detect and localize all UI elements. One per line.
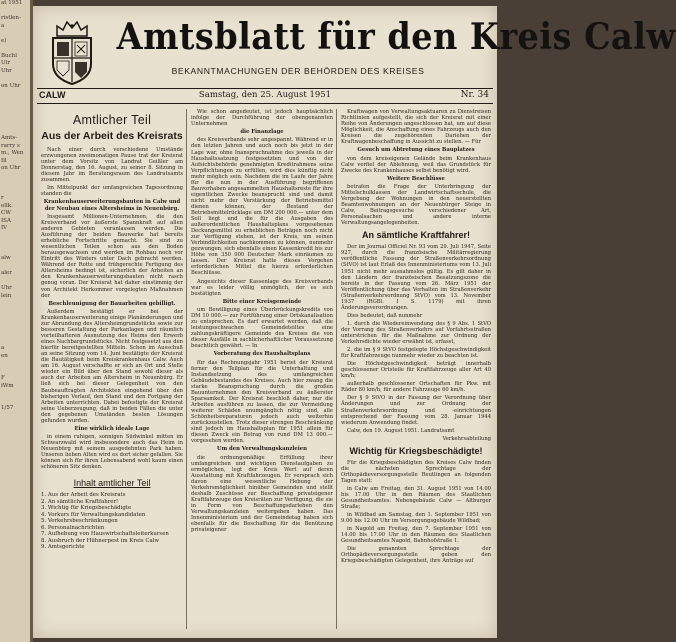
article-paragraph: außerhalb geschlossener Ortschaften für Pkw. mit Räder 80 km/h, für andere Fahrzeuge 60 km/h. [341, 381, 491, 394]
article-paragraph: Der im Journal Officiel Nr. 93 vom 29. Juli 1947, Seite 927, durch die französische Militärregierung veröffentliche Fassung der Straßenverkehrsordnung (StVO) ist laut Erlaß des Innenministeriums vom 13. Juli 1951 nicht mehr ausnahmslos gültig. Es gilt daher in den Ländern der französischen Besatzungszone die bereits in der Fassung vom 26. März 1951 der Veröffentlichung über das Verhalten im Straßenverkehr (Straßenverkehrsordnung StVO) vom 13. November 1937 (RGBl. I S. 1179) mit ihren Änderungsverordnungen. [341, 244, 491, 311]
edge-text-line [0, 188, 30, 196]
toc-list [41, 492, 183, 551]
article-paragraph: betrafen die Frage der Unterbringung der Mittelschulklassen der Landwirtschaftsschule, die Vergebung der Wohnungen in den neuerstellten Beamtenwohnungen an der Neuenbürger Steige in Calw, Beitragsgesuche verschiedener Art, Personalsachen und andere interne Verwaltungsangelegenheiten. [341, 184, 491, 227]
edge-text-line: lein [1, 292, 12, 299]
dateline-bar [37, 88, 493, 104]
edge-text-line [0, 360, 30, 368]
edge-text-line [0, 113, 30, 121]
edge-text-line [0, 180, 30, 188]
article-paragraph: in Nagold am Freitag, den 7. September 1951 von 14.00 bis 17.00 Uhr in den Räumen des Staatlichen Gesundheitsamtes Nagold, Bahnhofstraße 1. [341, 526, 491, 545]
article-paragraph: Der § 9 StVO in der Fassung der Verordnung über Änderungen und zur Ordnung der Straßenverkehrsordnung und -einrichtungen entsprechend der Fassung vom 28. Januar 1944 wiederum Anwendung findet. [341, 395, 491, 426]
bound-volume-edge [0, 0, 33, 642]
edge-text-line: CW [1, 210, 11, 216]
article-subheading: Um den Verwaltungskanzleien [216, 446, 308, 453]
edge-text-line: ISA [1, 217, 11, 224]
edge-text-line [0, 398, 30, 406]
edge-text-line [0, 248, 30, 256]
toc-item: 8. Ausbruch der Hühnerpest im Kreis Calw [41, 537, 160, 544]
column-divider [186, 109, 187, 629]
article-signature: Calw, den 19. August 1951. Landratsamt [347, 427, 455, 434]
edge-text-line [0, 45, 30, 53]
issue-number: Nr. 34 [460, 90, 489, 100]
edge-text-line: aler [1, 270, 12, 276]
article-heading-kraftfahrer: An sämtliche Kraftfahrer! [361, 230, 471, 241]
edge-text-line [0, 233, 30, 241]
edge-text-line: IV [1, 225, 8, 231]
edge-text-line: en [1, 352, 8, 359]
toc-item: 1. Aus der Arbeit des Kreisrats [41, 492, 126, 499]
toc-item: 2. An sämtliche Kraftfahrer! [41, 498, 119, 505]
article-paragraph: Dies bedeutet, daß nunmehr [347, 312, 423, 319]
edge-text-line [0, 315, 30, 323]
article-signature: Verkehrsabteilung [442, 435, 491, 442]
edge-text-line [0, 338, 30, 346]
section-heading-amtlicher-teil: Amtlicher Teil [72, 113, 152, 127]
edge-text-line: 1/57 [1, 405, 14, 411]
edge-text-line [0, 263, 30, 271]
toc-item: 7. Aufhebung von Hauswirtschaftsleiterkursen [41, 531, 169, 538]
article-paragraph: Im Mittelpunkt der umfangreichen Tagesordnung standen die [41, 185, 183, 198]
article-paragraph: Für die Kriegsbeschädigten des Kreises Calw finden die nächsten Sprechtage der Orthopädieversorgungsstelle Reutlingen an folgenden Tagen statt: [341, 459, 491, 484]
masthead [33, 6, 676, 116]
edge-text-line: at 1951 [1, 0, 23, 6]
article-subheading: Vorberatung des Haushaltsplans [213, 351, 311, 358]
edge-text-line [0, 300, 30, 308]
article-subheading: Bitte einer Kreisgemeinde [222, 298, 302, 305]
edge-text-line: iWm [1, 382, 14, 389]
edge-text-line [0, 173, 30, 181]
article-heading-kreisrat: Aus der Arbeit des Kreisrats [41, 130, 183, 142]
edge-text-line: e) [1, 37, 7, 44]
article-paragraph: 1. durch die Wiedereinwendung des § 9 Abs. 1 StVO der Vorrang des Straßenverkehrs auf Vorfahrtsstraßen unterstrichen für die Maßnahme zur Ordnung der Verkehrsdichte wieder erwähnt ist, erfasst, [341, 320, 491, 346]
edge-text-line: ristlen- [1, 15, 21, 21]
edge-text-line [0, 30, 30, 38]
column-left [41, 109, 183, 636]
coat-of-arms-icon [47, 18, 97, 86]
edge-text-line [0, 128, 30, 136]
toc-item: 5. Verkehrsbeschränkungen [41, 518, 118, 525]
column-right [341, 109, 491, 636]
edge-text-line: m., Wen [1, 150, 24, 156]
article-paragraph: Kraftwagen von Verwaltungsaktuaren zu Dienstreisen Richtlinien aufgestellt, die sich der Kreisrat mit einer Reihe von Änderungen angeschlossen hat, um auf diese Möglichkeit, die Anschaffung eines Fahrzeugs auch den Kreisen die zugehörenden Dariehen der Kraftwagenbeschaffung in Aussicht zu stellen. — Für [341, 109, 491, 146]
edge-text-line: alw [1, 255, 11, 261]
edge-text-line: Ill [1, 157, 7, 164]
edge-text-line [0, 98, 30, 106]
article-subheading: Krankenhauserweiterungsbauten in Calw und der Neubau eines Altersheims in Neuenbürg. [43, 199, 181, 212]
edge-text-line: F [1, 375, 5, 381]
article-paragraph: die ordnungsmäßige Erfüllung ihrer umfangreichen und wichtigen Dienstaufgaben zu ermöglichen, legt der Kreis Wert auf deren Ausstattung mit Kraftfahrzeugen. Er versprach sich davon eine wesentliche Hebung der Verkehrsmöglichkeit hinüber Gemeinden und stellt deshalb Zuschüsse zur Beschaffung privateigener Kraftfahrzeuge den Kreisräten zur Verfügung, die sie in Form von Beschaffungsdarlehen den Verwaltungskanzleien weitergeben haben. Das Innenministerium und der Gemeindetag haben sich ebenfalls für die Beschaffung für die Benützung privateigener [191, 454, 333, 534]
edge-text-line: Buchl [1, 52, 17, 59]
edge-text-line [0, 330, 30, 338]
article-paragraph: Die genannten Sprechtage der Orthopädieversorgungsstelle geben den Kriegsbeschädigten Gelegenheit, ihre Anträge auf [341, 546, 491, 565]
article-paragraph: in einem ruhigen, sonnigen Südwinkel mitten im Schwarzwald wird insbesondere auch das Heim in Neuenbürg mit seinem ausgedehnten Park haben. Unseren lieben Alten wird es dort sicher gefallen. Sie können sich für ihren Lebensabend wohl kaum einen schöneren Sitz denken. [41, 434, 183, 471]
edge-text-line [0, 308, 30, 316]
edge-text-line [0, 240, 30, 248]
edge-text-line [0, 120, 30, 128]
edge-text-line: Uhr [1, 67, 12, 74]
edge-text-line: Ulr [1, 60, 11, 66]
edge-text-line: a [1, 345, 5, 351]
article-heading-kriegsbeschaedigte: Wichtig für Kriegsbeschädigte! [349, 445, 483, 456]
article-paragraph: Wie schon angedeutet, ist jedoch hauptsächlich infolge der Durchführung der obengenannten Unternehmen [191, 109, 333, 128]
edge-text-line: a [1, 22, 5, 29]
toc-title: Inhalt amtlicher Teil [73, 478, 151, 489]
article-paragraph: Außerdem bestätigt er bei der Krankenhauserweiterung einige Planänderungen und zur Abrundung des Altersheimgrundstücks sowie zur besseren Gestaltung der Parkanlagen und räumlich vorteilhafteren Ausnutzung des Heims den Erwerb eines Nachbargrundstücks. Nicht festgesetzt aus den hierfür bereitgestellten Mitteln. Schon im Ausschuß an seine Sitzung vom 14. Juni bestätigte der Kreisrat die Bautätigkeit beim Kreiskrankenhaus Calw. Auch am 16. August verschaffte er sich an Ort und Stelle wieder ein Bild über den Stand sowohl dieser als auch der Arbeiten am Altersheim in Neuenbürg. Er ließ sich bei dieser Gelegenheit von den Baubeauftragten Architekten eingehend über den bisherigen Verlauf, den Stand und den Fortgang der Arbeiten unterrichten. Dabei befestigte der Kreisrat seine Ueberzeugung, daß in beiden Fällen die unter den gegebenen Umständen besten Lösungen gefunden wurden. [41, 308, 183, 424]
article-paragraph: Nach einer durch verschiedene Umstände erzwungenen zweimonatigen Pause trat der Kreisrat unter dem Vorsitz von Landrat Geißler am Donnerstag, den 16. August, zu seiner 8. Sitzung in diesem Jahr im Beratungsraum des Landratsamts zusammen. [41, 147, 183, 184]
edge-text-line [0, 8, 30, 16]
column-divider [336, 109, 337, 629]
edge-text-line [0, 368, 30, 376]
article-paragraph: Angesichts dieser Kassenlage des Kreisverbands war es leider völlig unmöglich, der es sich bestätigten [191, 278, 333, 297]
article-paragraph: Die Höchstgeschwindigkeit beträgt innerhalb geschlossener Ortsteile für Kraftfahrzeuge aller Art 40 km/h; [341, 361, 491, 380]
dateline-date: Samstag, den 25. August 1951 [198, 90, 332, 100]
newspaper-title: Amtsblatt für den Kreis Calw [116, 16, 676, 58]
edge-text-line [0, 105, 30, 113]
toc-item: 9. Amtsgerichte [41, 544, 85, 551]
dateline-city: CALW [39, 90, 66, 100]
article-subheading: Eine wirklich ideale Lage [74, 425, 150, 432]
edge-text-line: rarry s [1, 142, 20, 149]
newspaper-page [33, 6, 676, 638]
edge-text-line [0, 323, 30, 331]
article-subheading: die Finanzlage [240, 129, 284, 136]
table-of-contents [41, 478, 183, 551]
article-paragraph: von dem kreiseigenen Gelände beim Krankenhaus Calw verfiel der Ablehnung, weil das Grundstück für Zwecke des Krankenhauses selbst benötigt wird. [341, 155, 491, 174]
article-subheading: Weitere Beschlüsse [387, 175, 445, 182]
edge-text-line: Amts- [1, 135, 18, 141]
edge-text-line: ellk. [1, 202, 13, 209]
edge-text-line [0, 90, 30, 98]
toc-item: 3. Wichtig für Kriegsbeschädigte [41, 505, 132, 512]
edge-text-line: r [1, 195, 4, 201]
column-middle [191, 109, 333, 636]
edge-text-line [0, 278, 30, 286]
edge-text-line [0, 75, 30, 83]
toc-item: 4. Vorkurs für Verwaltungskandidaten [41, 511, 146, 518]
edge-text-line: on Uhr [1, 165, 21, 171]
article-paragraph: in Wildbad am Samstag, den 1. September 1951 von 9.00 bis 12.00 Uhr im Versorgungsgebäude Wildbad; [341, 512, 491, 525]
article-subheading: Beschleunigung der Bauarbeiten gebilligt. [48, 300, 176, 307]
edge-text-line: Uhr [1, 285, 12, 291]
edge-text-line [0, 390, 30, 398]
article-paragraph: für das Rechnungsjahr 1951 beriet der Kreisrat ferner den Teilplan für die Unterhaltung und Instandsetzung des umfangreichen Gebäudebestandes des Kreises. Auch hier zwang die starke Beanspruchung durch die großen Bauunternehmen den Kreisverband zu äußerster Sparsamkeit. Der Kreisrat beschloß daher, nur die Arbeiten ausführen zu lassen, die zur Vermeidung weiterer Schäden unumgänglich nötig sind, alle Schönheitsreparaturen jedoch auch weiterhin zurückzustellen. Trotz dieser strengen Beschränkung sind jedoch im Haushaltsplan für 1951 allein für diesen Zweck ein Betrag von rund DM 13 000.— vorgesehen werden. [191, 359, 333, 445]
toc-item: 6. Personalnachrichten [41, 524, 105, 531]
article-paragraph: 2. die im § 9 StVO festgelegte Höchstgeschwindigkeit für Kraftfahrzeuge nunmehr wieder zu beachten ist. [341, 347, 491, 360]
article-subheading: Gesuch um Abtretung eines Bauplatzes [357, 147, 475, 154]
edge-text-line: on Uhr [1, 82, 21, 89]
article-paragraph: des Kreisverbands sehr angespannt. Während er in den letzten Jahren und auch noch bis jetzt in der Lage war, ohne Inanspruchnahme des jeweils in der Haushaltssatzung festgesetzten und von der Aufsichtsbehörde genehmigten Kreditrahmens seine Verpflichtungen zu erfüllen, wird dies künftig nicht mehr möglich sein. Nachdem die im Laufe der Jahre für die nun in der Ausführung begriffenen Bauvorhaben angesammelten Haushaltsreste für ihre eigentlichen Zwecke beansprucht sind und damit nicht mehr der Verstärkung der Betriebsmittel dienen können, der Bestand der Betriebsmittelrücklage um DM 200 000.— unter dem Soll liegt und die für die Ausgaben des außerordentlichen Haushaltsplans vorgesehenen Deckungsmittel zu erheblichen Beträgen noch nicht zur Verfügung stehen, ist der Kreis, um seinen Verbindlichkeiten nachkommen zu können, nunmehr gezwungen, sich ebenfalls einen Kassenkredit bis zur Höhe von 350 000 Deutscher Mark einräumen zu lassen. Der Kreisrat hatte dieses Vorgehen erforderlichen Mittel die hierzu erforderlichen Beschlüsse. [191, 137, 333, 277]
article-paragraph: in Calw am Freitag, den 31. August 1951 von 14.00 bis 17.00 Uhr in den Räumen des Staatlichen Gesundheitsamtes. Nebengebäude Calw — Altburger Straße; [341, 485, 491, 511]
article-paragraph: um Bewilligung eines Überbrückungskredits von DM 10 000.— zur Fortführung einer Ortskanalisation zu entsprechen. Es darf erwartet werden, daß die leistungsschwachen Gemeindeteiltes eine zahlungskräftigere Gemeinde des Kreises die von dieser Ausfälle in sachlicherhaftlicher Voraussetzung beachtlich gewährt. — In [191, 306, 333, 350]
article-paragraph: Insgesamt Millionen-Unternehmen, die den Kreisverband vor äußerste Spannkraft auf allen anderen Gebieten veranlassen werden. Die Ausführung der beiden Bauwerke hat bereits erhebliche Fortschritte gemacht. Sie sind zu wesentlichen Teilen schon aus den Boden herausgewachsen und werden im Rohbau noch vor Eintritt des Winters unter Dach gebracht werden. Während der Rotte und frühgerechte Fertigung des Altersheims bedingt ist, sicherlich der Arbeiten an den Krankenhauserweiterungsbauten nicht rasch genug voran. Der Kreisrat hat daher einstimmig der von Architekt Herkommer vorgelegten Maßnahmen der [41, 213, 183, 299]
newspaper-subtitle: BEKANNTMACHUNGEN DER BEHÖRDEN DES KREISES [171, 66, 425, 76]
